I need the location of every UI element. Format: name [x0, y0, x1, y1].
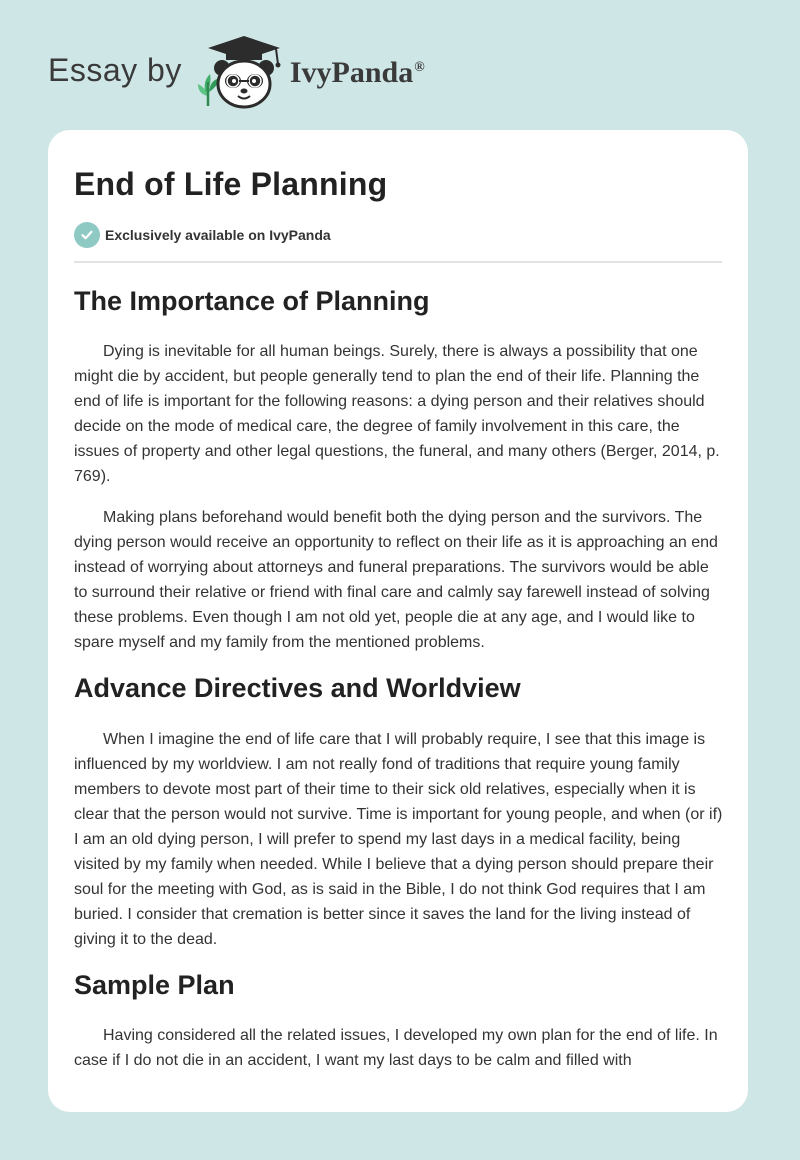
brand-prefix: Essay by	[48, 51, 182, 88]
essay-body	[74, 280, 724, 1073]
exclusive-badge	[74, 222, 331, 248]
panda-logo-icon	[196, 34, 286, 110]
brand-name-text: IvyPanda	[289, 56, 414, 89]
check-icon	[74, 222, 100, 248]
paragraph: Dying is inevitable for all human beings. Surely, there is always a possibility that one might die by accident, but people generally tend to plan the end of their life. Planning the end of life is important for the following reasons: a dying person and their relatives should decide on the mode of medical care, the degree of family involvement in this care, the issues of property and other legal questions, the funeral, and many others (Berger, 2014, p. 769).	[74, 343, 720, 486]
paragraph: Having considered all the related issues, I developed my own plan for the end of life. In case if I do not die in an accident, I want my last days to be calm and filled with	[74, 1027, 718, 1070]
brand-header	[48, 34, 425, 110]
paragraph: Making plans beforehand would benefit both the dying person and the survivors. The dying person would receive an opportunity to reflect on their life as it is approaching an end instead of worrying about attorneys and funeral preparations. The survivors would be able to surround their relative or friend with final care and calmly say farewell instead of solving these problems. Even though I am not old yet, people die at any age, and I would like to spare myself and my family from the mentioned problems.	[74, 509, 718, 652]
section-heading: Advance Directives and Worldview	[74, 673, 521, 704]
registered-mark: ®	[414, 60, 425, 75]
essay-card	[48, 130, 748, 1112]
page-title: End of Life Planning	[74, 166, 388, 202]
divider	[74, 261, 722, 263]
section-heading: Sample Plan	[74, 969, 235, 1000]
paragraph: When I imagine the end of life care that I will probably require, I see that this image is influenced by my worldview. I am not really fond of traditions that require young family members to devote most part of their time to their sick old relatives, especially when it is clear that the person would not survive. Time is important for young people, and when (or if) I am an old dying person, I will prefer to spend my last days in a medical facility, being visited by my family when needed. While I believe that a dying person should prepare their soul for the meeting with God, as is said in the Bible, I do not think God requires that I am buried. I consider that cremation is better since it saves the land for the living instead of giving it to the dead.	[74, 730, 723, 948]
exclusive-label: Exclusively available on IvyPanda	[105, 227, 331, 243]
brand-name	[290, 56, 425, 90]
section-heading: The Importance of Planning	[74, 286, 430, 316]
